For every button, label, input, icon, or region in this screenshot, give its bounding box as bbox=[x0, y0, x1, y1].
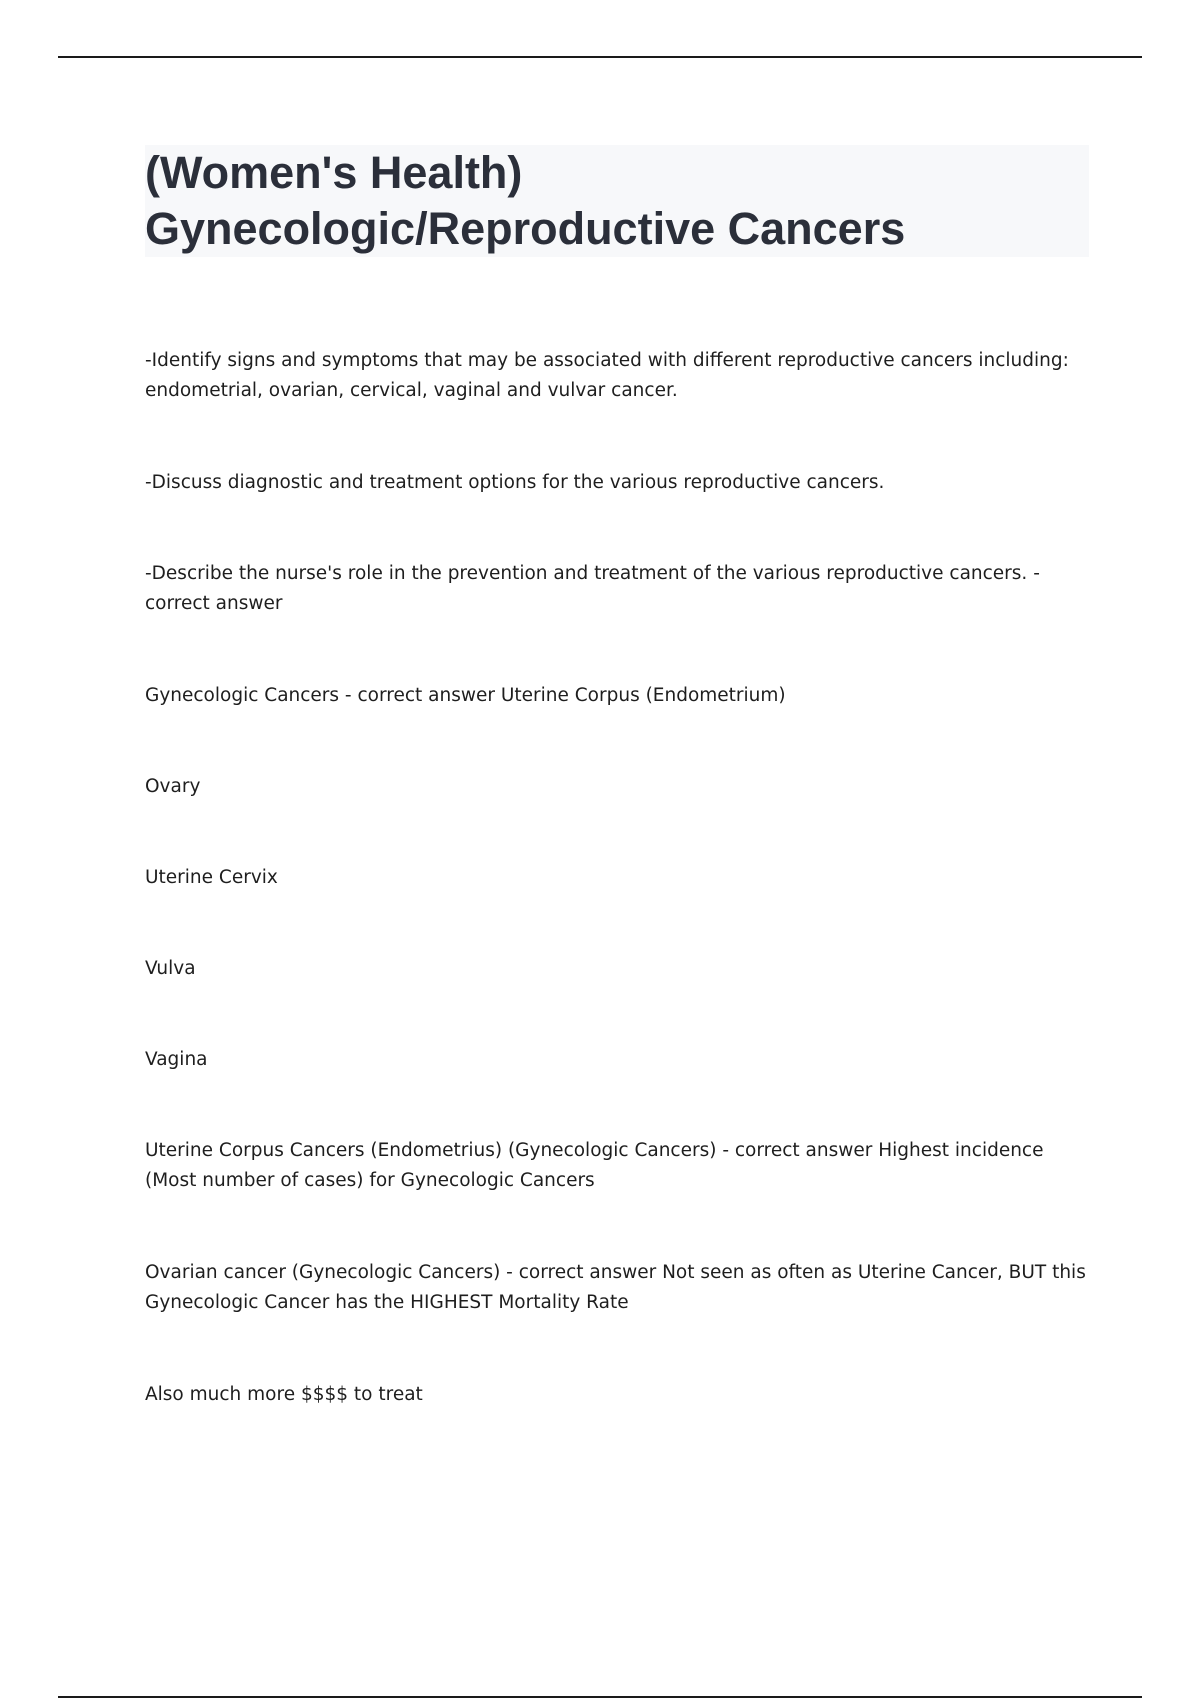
document-title bbox=[145, 145, 1089, 257]
title-line-1: (Women's Health) bbox=[145, 147, 523, 198]
paragraph: Uterine Cervix bbox=[145, 867, 278, 888]
paragraph: Gynecologic Cancers - correct answer Uterine Corpus (Endometrium) bbox=[145, 685, 786, 706]
paragraph: -Describe the nurse's role in the prevention and treatment of the various reproductive cancers. - correct answer bbox=[145, 563, 1040, 614]
paragraph: Ovary bbox=[145, 776, 201, 797]
paragraph: Uterine Corpus Cancers (Endometrius) (Gynecologic Cancers) - correct answer Highest incidence (Most number of cases) for Gynecologic Cancers bbox=[145, 1140, 1044, 1191]
document-body bbox=[145, 346, 1089, 1471]
title-line-2: Gynecologic/Reproductive Cancers bbox=[145, 203, 906, 254]
paragraph: Vagina bbox=[145, 1049, 208, 1070]
title-block bbox=[145, 145, 1089, 257]
bottom-divider bbox=[58, 1696, 1142, 1698]
paragraph: Ovarian cancer (Gynecologic Cancers) - correct answer Not seen as often as Uterine Cancer, BUT this Gynecologic Cancer has the HIGHEST Mortality Rate bbox=[145, 1262, 1086, 1313]
paragraph: -Identify signs and symptoms that may be associated with different reproductive cancers including: endometrial, ovarian, cervical, vaginal and vulvar cancer. bbox=[145, 350, 1069, 401]
paragraph: -Discuss diagnostic and treatment options for the various reproductive cancers. bbox=[145, 472, 885, 493]
top-divider bbox=[58, 56, 1142, 58]
paragraph: Vulva bbox=[145, 958, 196, 979]
paragraph: Also much more $$$$ to treat bbox=[145, 1384, 423, 1405]
